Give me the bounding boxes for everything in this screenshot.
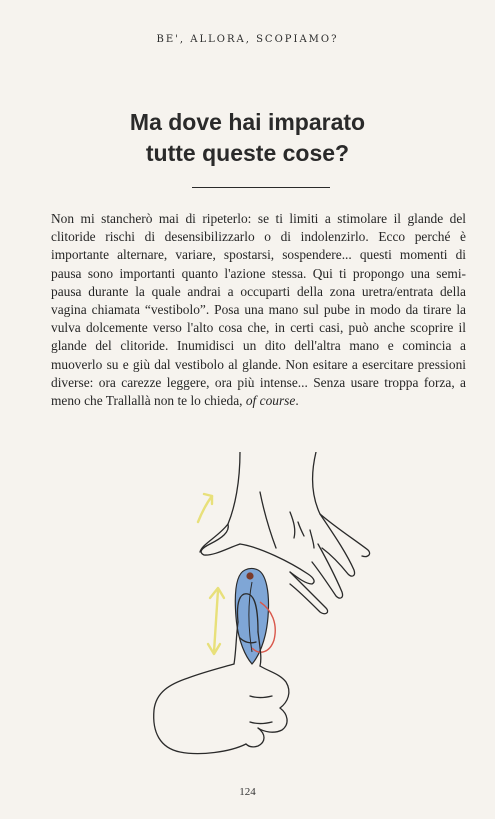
page-number: 124 xyxy=(239,786,256,798)
lower-hand-drawing xyxy=(154,594,289,754)
upper-hand-drawing xyxy=(200,452,370,614)
vulva-drawing xyxy=(235,569,268,665)
body-paragraph xyxy=(51,210,466,410)
chapter-title xyxy=(40,107,455,169)
running-head: BE', ALLORA, SCOPIAMO? xyxy=(156,34,339,45)
title-line-2: tutte queste cose? xyxy=(145,140,350,166)
glans-dot xyxy=(246,572,253,579)
upper-arrow-drawing xyxy=(198,494,212,522)
body-italic-text: of course xyxy=(245,393,296,409)
body-main-text: Non mi stancherò mai di ripeterlo: se ti limiti a stimolare il glande del clitoride rischi di desensibilizzarlo o di indolenzirlo. Ecco perché è importante alternare, variare, spostarsi, sospendere... questi momenti di pausa sono importanti quanto l'azione stessa. Qui ti propongo una semi-pausa durante la quale andrai a occuparti della zona uretra/entrata della vagina chiamata “vestibolo”. Posa una mano sul pube in modo da tirare la vulva dolcemente verso l'alto cosa che, in certi casi, può anche scoprire il glande del clitoride. Inumidisci un dito dell'altra mano e comincia a muoverlo su e giù dal vestibolo al glande. Non esitare a esercitare pressioni diverse: ora carezze leggere, ora più intense... Senza usare troppa forza, a meno che Trallallà non te lo chieda, xyxy=(51,211,466,409)
hands-illustration xyxy=(140,452,380,762)
body-end-text: . xyxy=(295,393,299,409)
vertical-arrow-drawing xyxy=(208,588,224,654)
title-divider xyxy=(192,187,330,188)
title-line-1: Ma dove hai imparato xyxy=(129,109,366,135)
